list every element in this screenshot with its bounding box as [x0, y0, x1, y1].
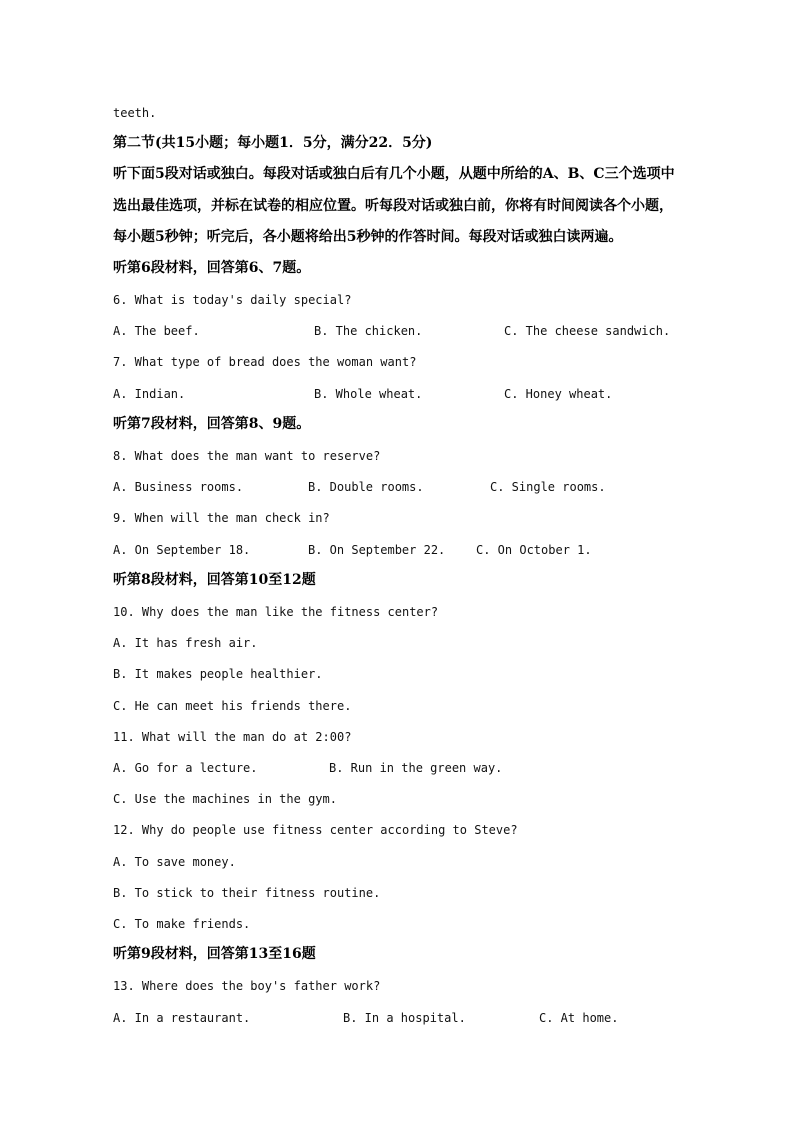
option-a: A. Go for a lecture. — [113, 761, 258, 775]
option-b: B. Run in the green way. — [329, 761, 503, 775]
option-a: A. Business rooms. — [113, 480, 244, 494]
question-stem: 10. Why does the man like the fitness center? — [113, 605, 439, 619]
option-a: A. In a restaurant. — [113, 1011, 251, 1025]
option-b: B. In a hospital. — [343, 1011, 466, 1025]
option-c: C. Single rooms. — [490, 480, 606, 494]
option-b: B. The chicken. — [314, 324, 423, 338]
group-heading: 听第8段材料，回答第10至12题 — [113, 572, 316, 588]
continued-text: teeth. — [113, 106, 157, 120]
question-stem: 8. What does the man want to reserve? — [113, 449, 381, 463]
option-c: C. Honey wheat. — [504, 387, 613, 401]
question-stem: 9. When will the man check in? — [113, 511, 330, 525]
option-c: C. He can meet his friends there. — [113, 699, 352, 713]
section-title: 第二节(共15小题；每小题1．5分，满分22．5分) — [113, 135, 433, 151]
option-b: B. On September 22. — [308, 543, 446, 557]
option-c: C. The cheese sandwich. — [504, 324, 671, 338]
group-heading: 听第7段材料，回答第8、9题。 — [113, 416, 311, 432]
instruction-line: 每小题5秒钟；听完后，各小题将给出5秒钟的作答时间。每段对话或独白读两遍。 — [113, 229, 623, 245]
option-b: B. Whole wheat. — [314, 387, 423, 401]
option-a: A. The beef. — [113, 324, 200, 338]
option-a: A. Indian. — [113, 387, 186, 401]
instruction-line: 选出最佳选项，并标在试卷的相应位置。听每段对话或独白前，你将有时间阅读各个小题， — [113, 198, 673, 214]
option-c: C. At home. — [539, 1011, 619, 1025]
option-b: B. Double rooms. — [308, 480, 424, 494]
option-b: B. It makes people healthier. — [113, 667, 323, 681]
option-c: C. On October 1. — [476, 543, 592, 557]
question-stem: 12. Why do people use fitness center according to Steve? — [113, 823, 518, 837]
option-c: C. To make friends. — [113, 917, 251, 931]
group-heading: 听第9段材料，回答第13至16题 — [113, 946, 316, 962]
option-a: A. On September 18. — [113, 543, 251, 557]
option-a: A. To save money. — [113, 855, 236, 869]
option-a: A. It has fresh air. — [113, 636, 258, 650]
question-stem: 7. What type of bread does the woman want? — [113, 355, 417, 369]
group-heading: 听第6段材料，回答第6、7题。 — [113, 260, 311, 276]
option-b: B. To stick to their fitness routine. — [113, 886, 381, 900]
question-stem: 6. What is today's daily special? — [113, 293, 352, 307]
question-stem: 13. Where does the boy's father work? — [113, 979, 381, 993]
question-stem: 11. What will the man do at 2:00? — [113, 730, 352, 744]
option-c: C. Use the machines in the gym. — [113, 792, 337, 806]
instruction-line: 听下面5段对话或独白。每段对话或独白后有几个小题，从题中所给的A、B、C三个选项中 — [113, 166, 675, 182]
